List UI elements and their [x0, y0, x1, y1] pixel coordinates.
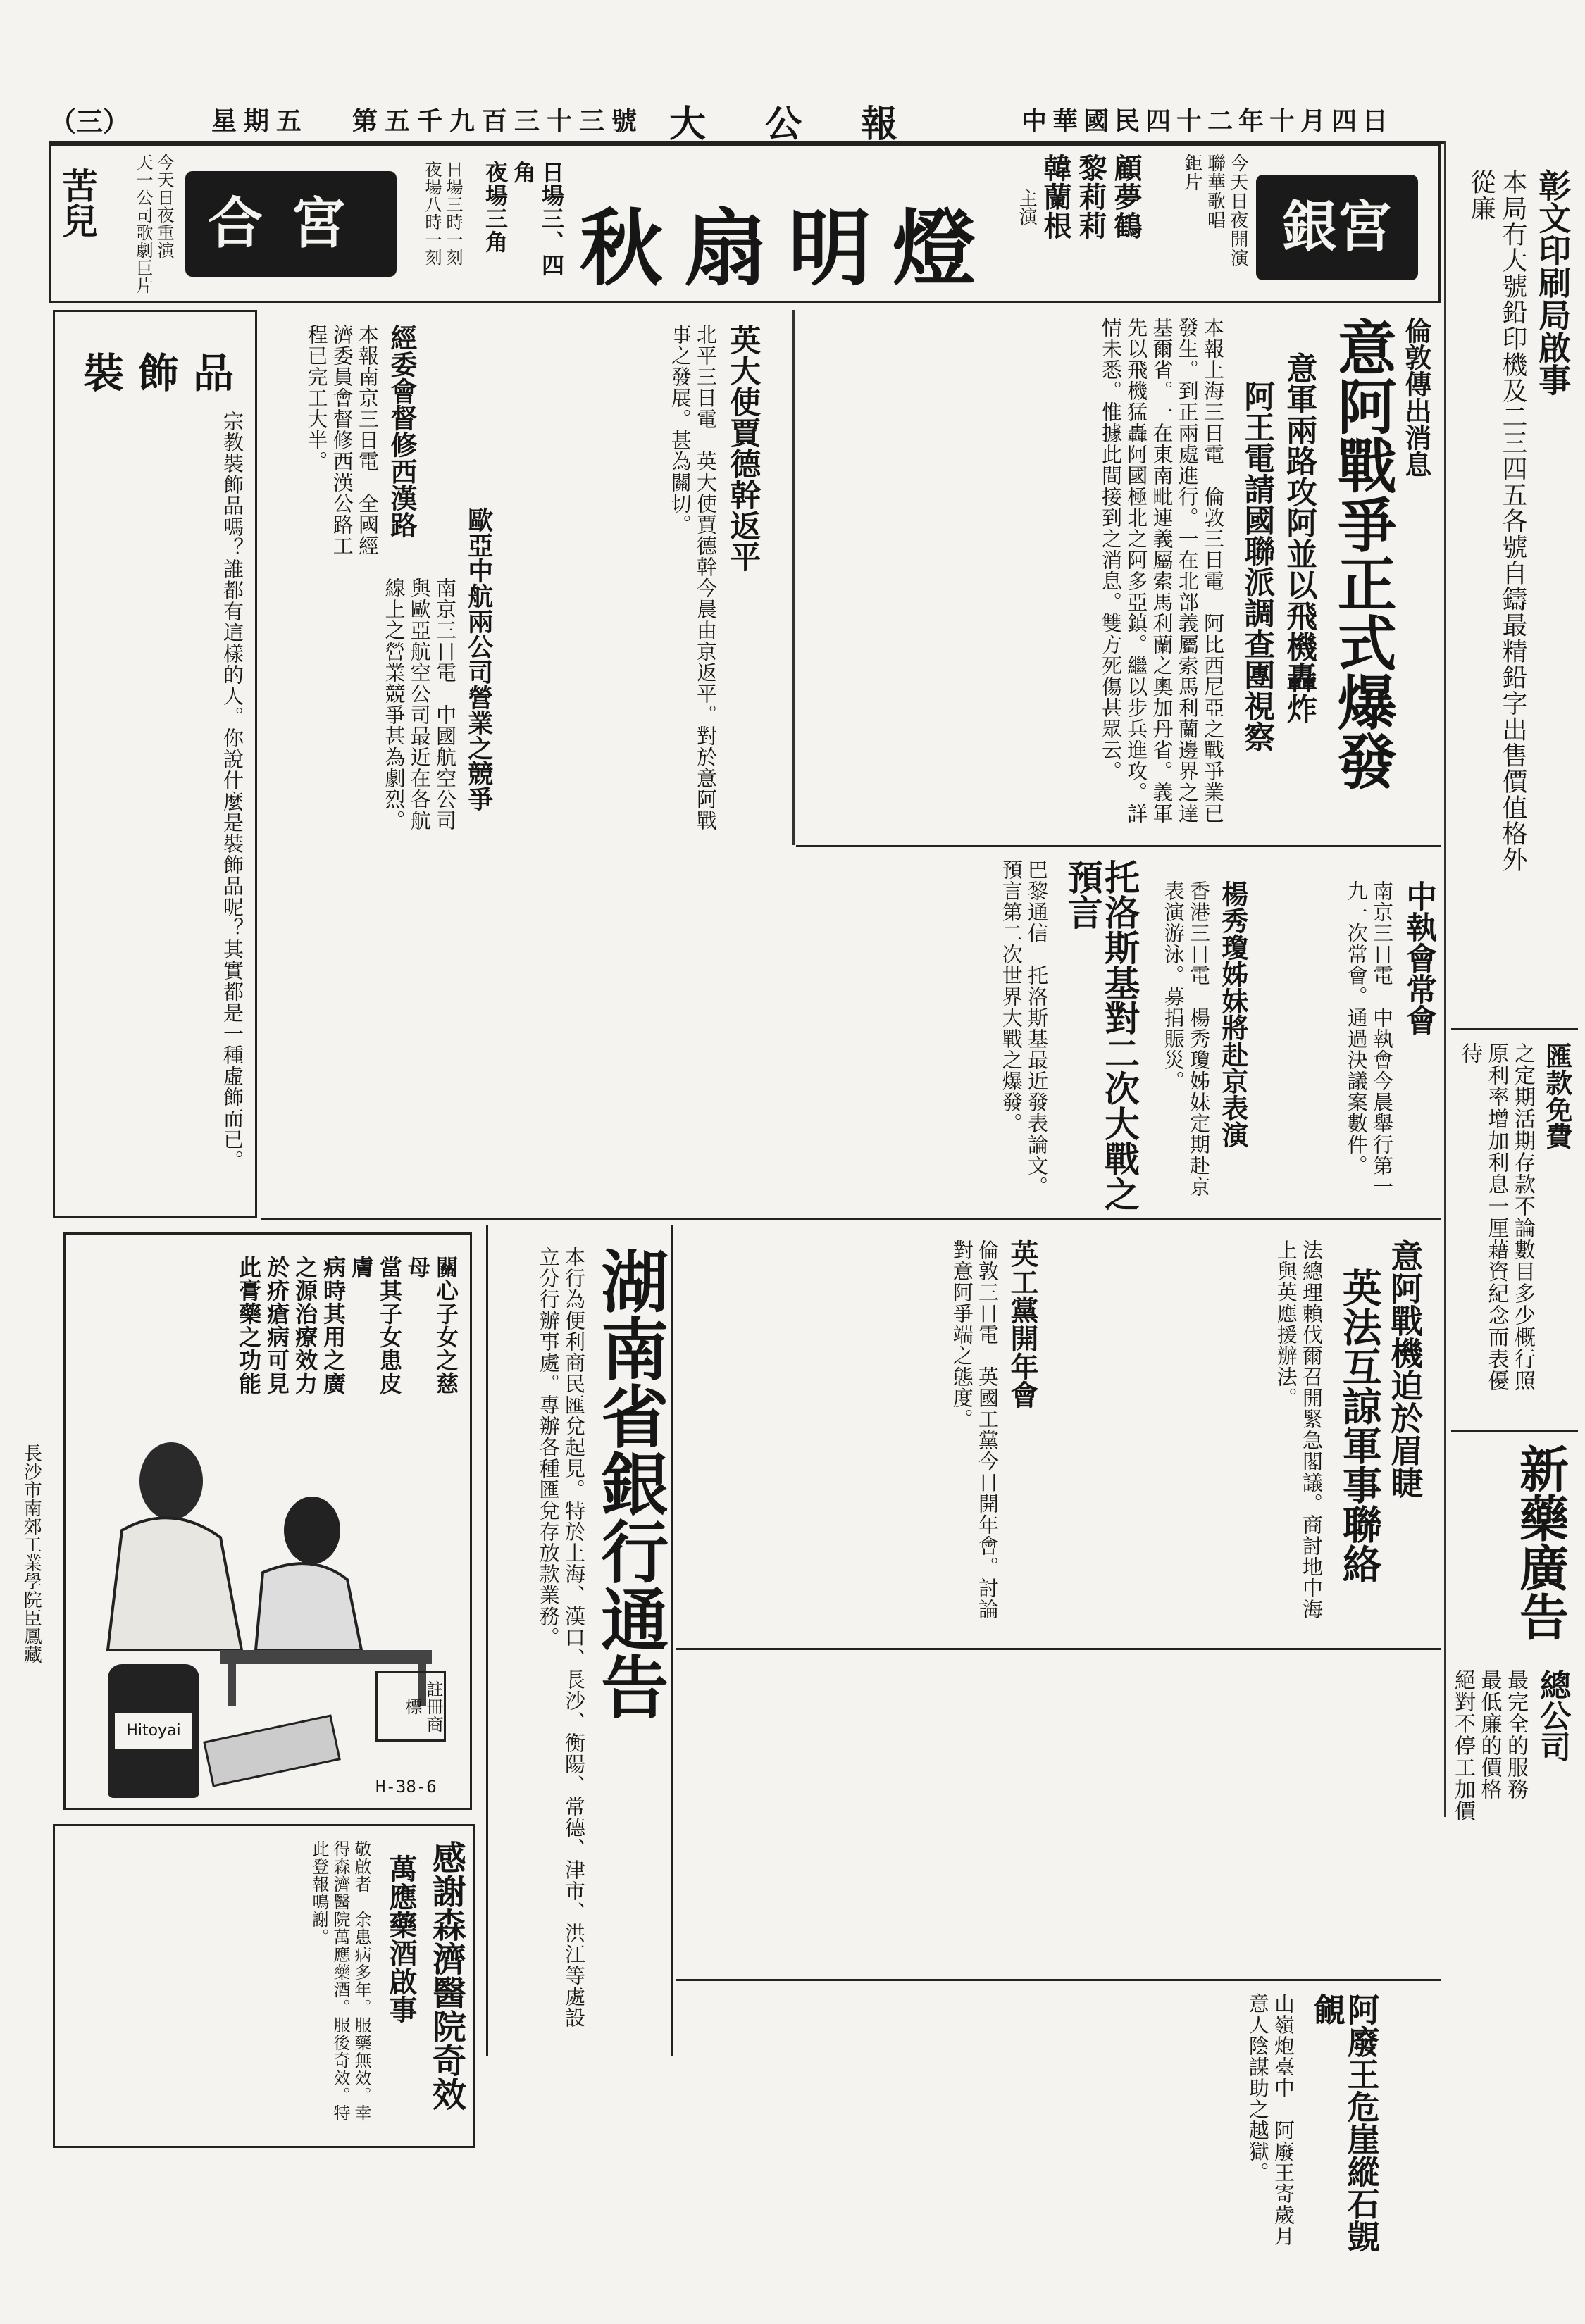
mid-column-a — [261, 310, 789, 845]
printing-ad-title: 彰文印刷局啟事 — [1534, 169, 1572, 396]
note-2: 天一公司歌劇巨片 — [133, 154, 153, 294]
article-body-10: 山嶺炮臺中 阿廢王寄歲月 意人陰謀助之越獄。 — [1245, 1993, 1295, 2268]
copy-line: 病時其用之廣 — [320, 1256, 347, 1395]
issue-date: 中華國民四十二年十月四日 — [1021, 106, 1394, 136]
bottom-notice-subtitle: 萬應藥酒啟事 — [385, 1854, 418, 2023]
article-body-continued — [261, 859, 803, 1211]
union-film-title: 苦兒 — [56, 168, 99, 238]
note-3: 鉅片 — [1181, 154, 1202, 192]
cast-list-1 — [1039, 154, 1143, 294]
time-1: 日場三時一刻 — [443, 161, 463, 266]
right-ad-strip — [1450, 127, 1578, 1822]
copy-line: 於疥瘡病可見 — [263, 1256, 290, 1395]
showtime-night: 夜場三角 — [482, 161, 509, 254]
article-body-3: 本報南京三日電 全國經濟委員會督修西漢公路工程已完工大半。 — [304, 324, 380, 556]
article-body-8: 法總理賴伐爾召開緊急閣議。商討地中海上與英應援辦法。 — [1274, 1239, 1324, 1620]
paper-name: 大 公 報 — [669, 103, 909, 146]
article-title-10: 阿廢王危崖縱石覬覦 — [1308, 1993, 1381, 2252]
union-palace-notes — [111, 154, 175, 294]
copy-line: 之源治療效力 — [292, 1256, 318, 1395]
showtimes — [474, 161, 566, 294]
note-1: 今天日夜開演 — [1227, 154, 1248, 268]
union-palace-logo: 合宮 — [185, 171, 397, 277]
slogan-2: 最低廉的價格 — [1477, 1669, 1502, 1800]
article-title-9: 英工黨開年會 — [1006, 1239, 1039, 1408]
slogan-1: 最完全的服務 — [1503, 1669, 1528, 1800]
copy-line: 當其子女患皮膚 — [348, 1256, 403, 1395]
silver-palace-logo: 銀宮 — [1256, 175, 1418, 280]
bottom-notice — [53, 1824, 476, 2148]
top-ad-row — [49, 144, 1441, 303]
lead-headline: 意阿戰爭正式爆發 — [1328, 317, 1398, 790]
copy-line: 關心子女之慈母 — [404, 1256, 459, 1395]
medicine-tube — [203, 1714, 341, 1787]
article-body-1: 北平三日電 英大使賈德幹今晨由京返平。對於意阿戰事之發展。甚為關切。 — [668, 324, 718, 831]
deposit-text: 之定期活期存款不論數目多少概行照原利率增加利息一厘藉資紀念而表優待 — [1457, 1042, 1535, 1392]
decor-article — [53, 310, 257, 1218]
lead-body: 本報上海三日電 倫敦三日電 阿比西尼亞之戰爭業已發生。到正兩處進行。一在北部義屬索馬利蘭邊界之達基爾省。一在東南毗連義屬索馬利蘭之奧加丹省。義軍先以飛機猛轟阿國極北之阿多亞鎮。繼以步兵進攻。詳情未悉。惟據此間接到之消息。雙方死傷甚眾云。 — [1099, 317, 1225, 824]
lead-subhead-2: 阿王電請國聯派調查團視察 — [1238, 380, 1275, 752]
time-2: 夜場八時一刻 — [422, 161, 442, 266]
company-slogans — [1450, 1669, 1529, 1908]
silver-palace-notes — [1150, 154, 1249, 294]
bank-notice-title: 湖南省銀行通告 — [590, 1247, 670, 1720]
article-body-9: 倫敦三日電 英國工黨今日開年會。討論對意阿爭端之態度。 — [950, 1239, 1000, 1620]
page-number: （三） — [49, 106, 130, 137]
footer-credit: 長沙市南郊工業學院臣鳳藏 — [20, 1444, 42, 1663]
bank-notice — [486, 1225, 673, 2056]
slogan-3: 絕對不停工加價 — [1450, 1669, 1475, 1822]
ad-copy — [235, 1256, 460, 1418]
issue-number: 第五千九百三十三號 — [352, 106, 645, 136]
film-title: 秋扇明燈 — [580, 199, 997, 297]
article-body-2: 南京三日電 中國航空公司與歐亞航空公司最近在各航線上之營業競爭甚為劇烈。 — [382, 577, 457, 831]
article-title-8: 英法互諒軍事聯絡 — [1336, 1268, 1383, 1583]
illustrated-ad — [63, 1232, 472, 1810]
article-title-6: 楊秀瓊姊妹將赴京表演 — [1217, 880, 1249, 1148]
lead-kicker: 倫敦傳出消息 — [1400, 317, 1432, 477]
article-body-6: 香港三日電 楊秀瓊姊妹定期赴京表演游泳。募捐賑災。 — [1161, 880, 1211, 1197]
new-medicine-ad-title: 新藥廣告 — [1511, 1444, 1570, 1641]
showtime-day: 日場三、四角 — [510, 161, 565, 277]
weekday: 星期五 — [211, 106, 309, 136]
printing-ad-body: 本局有大號鉛印機及二三四五各號自鑄最精鉛字出售價值格外從廉 — [1467, 169, 1527, 873]
copy-line: 此膏藥之功能 — [235, 1256, 262, 1395]
article-title-3: 經委會督修西漢路 — [385, 324, 418, 538]
article-title-5: 中執會常會 — [1400, 880, 1437, 1035]
trademark-seal: 註冊商標 — [375, 1671, 446, 1742]
ad-code: H-38-6 — [375, 1777, 437, 1797]
bottle-label: Hitoyai — [115, 1713, 192, 1749]
bottom-notice-title: 感謝森濟醫院奇效 — [426, 1840, 466, 2111]
mid-column-b — [261, 852, 1444, 1218]
lower-body-continued — [676, 1662, 1441, 1965]
lower-articles — [676, 1225, 1444, 2324]
lead-article — [796, 310, 1444, 845]
article-body-5: 南京三日電 中執會今晨舉行第一九一次常會。通過決議案數件。 — [1344, 880, 1394, 1197]
cast-name: 顧夢鶴 — [1110, 154, 1143, 240]
bottom-notice-body: 敬啟者 余患病多年。服藥無效。幸得森濟醫院萬應藥酒。服後奇效。特此登報鳴謝。 — [309, 1840, 371, 2122]
showtimes-small — [407, 161, 464, 294]
note-1: 今天日夜重演 — [154, 154, 174, 259]
role-note: 主演 — [1016, 189, 1038, 225]
cast-name: 黎莉莉 — [1074, 154, 1107, 240]
company-label: 總公司 — [1534, 1669, 1571, 1762]
decor-body: 宗教裝飾品嗎？誰都有這樣的人。你說什麼是裝飾品呢？其實都是一種虛飾而已。 — [220, 411, 244, 1171]
cast-name: 韓蘭根 — [1039, 154, 1072, 240]
medicine-bottle — [108, 1664, 199, 1798]
decor-title: 裝飾品 — [83, 349, 249, 397]
note-2: 聯華歌唱 — [1204, 154, 1226, 230]
article-body-4: 巴黎通信 托洛斯基最近發表論文。預言第二次世界大戰之爆發。 — [999, 859, 1049, 1197]
article-title-2: 歐亞中航兩公司營業之競爭 — [464, 507, 494, 811]
masthead — [49, 92, 1444, 144]
lead-subhead-1: 意軍兩路攻阿並以飛機轟炸 — [1281, 352, 1317, 724]
bank-transfer-label: 匯款免費 — [1541, 1042, 1573, 1149]
article-title-1: 英大使賈德幹返平 — [724, 324, 761, 572]
article-title-7: 意阿戰機迫於眉睫 — [1386, 1239, 1424, 1499]
article-title-4: 托洛斯基對二次大戰之預言 — [1062, 859, 1140, 1211]
bank-notice-body: 本行為便利商民匯兌起見。特於上海、漢口、長沙、衡陽、常德、津市、洪江等處設立分行辦事處。專辦各種匯兌存放款業務。 — [536, 1247, 586, 2028]
